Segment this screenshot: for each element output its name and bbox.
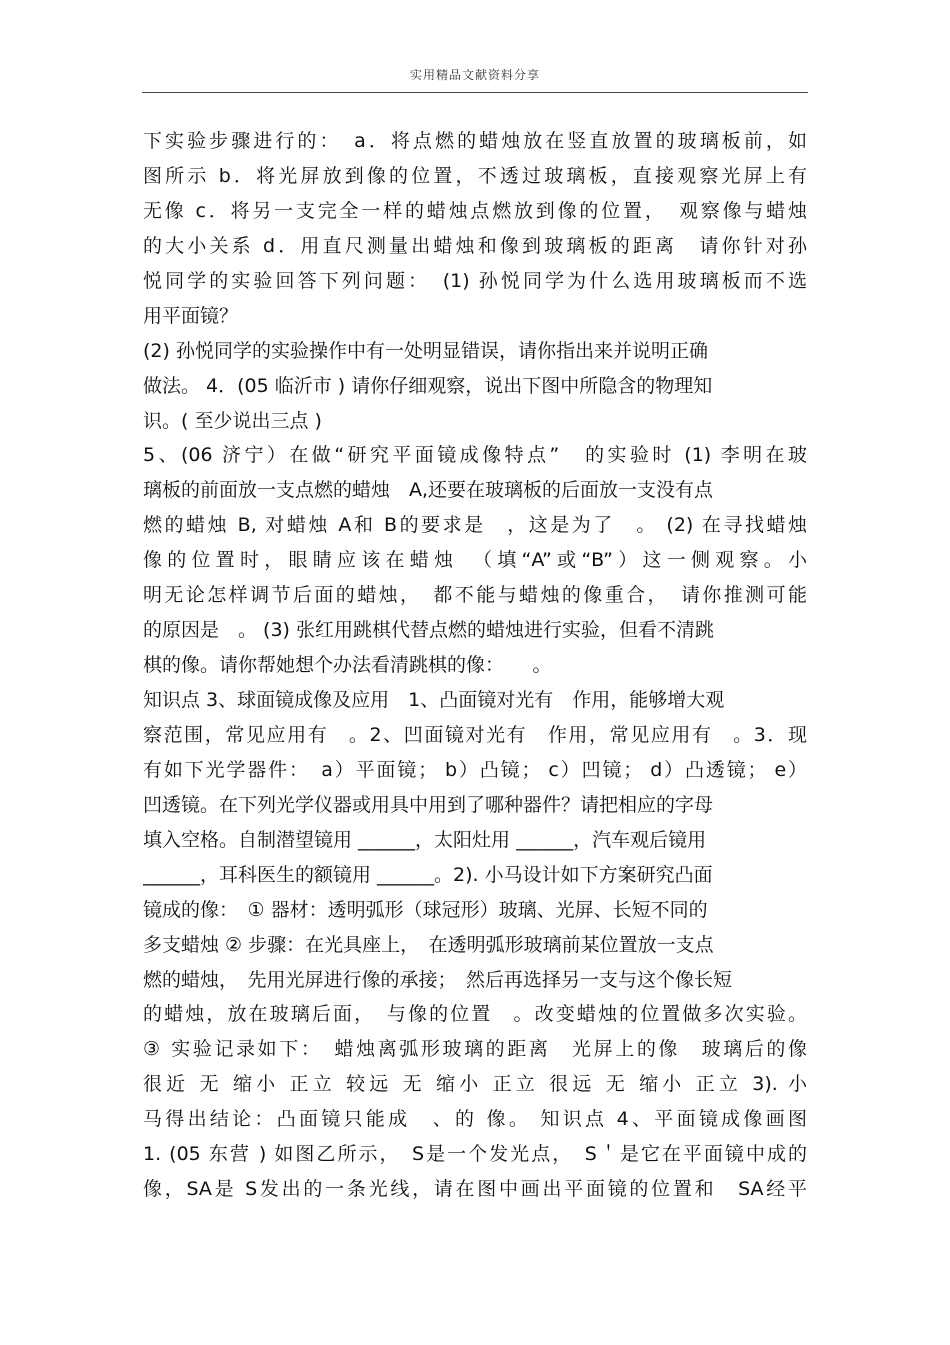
text-line: 1. (05 东营 ) 如图乙所示， S是一个发光点， S＇是它在平面镜中成的	[143, 1143, 807, 1166]
text-line: 的原因是 。 (3) 张红用跳棋代替点燃的蜡烛进行实验，但看不清跳	[143, 619, 714, 642]
text-line: 燃的蜡烛 B, 对蜡烛 A和 B的要求是 ，这是为了 。 (2) 在寻找蜡烛	[143, 514, 807, 537]
text-line: 的蜡烛，放在玻璃后面， 与像的位置 。改变蜡烛的位置做多次实验。	[143, 1003, 807, 1026]
text-line: (2) 孙悦同学的实验操作中有一处明显错误，请你指出来并说明正确	[143, 339, 708, 362]
text-line: 明无论怎样调节后面的蜡烛， 都不能与蜡烛的像重合， 请你推测可能	[143, 584, 807, 607]
text-line: 无像 c．将另一支完全一样的蜡烛点燃放到像的位置， 观察像与蜡烛	[143, 199, 807, 222]
header-divider	[142, 92, 808, 93]
text-line: 察范围，常见应用有 。2、凹面镜对光有 作用，常见应用有 。3．现	[143, 723, 807, 746]
text-line: 做法。 4．(05 临沂市 ) 请你仔细观察，说出下图中所隐含的物理知	[143, 374, 713, 397]
text-line: 多支蜡烛 ② 步骤：在光具座上， 在透明弧形玻璃前某位置放一支点	[143, 933, 714, 956]
text-line: 填入空格。自制潜望镜用 ______，太阳灶用 ______，汽车观后镜用	[143, 828, 707, 851]
document-body	[143, 124, 807, 1207]
text-line: 马得出结论：凸面镜只能成 、的 像。 知识点 4、平面镜成像画图	[143, 1108, 807, 1131]
text-line: 的大小关系 d．用直尺测量出蜡烛和像到玻璃板的距离 请你针对孙	[143, 234, 807, 257]
text-line: ③ 实验记录如下： 蜡烛离弧形玻璃的距离 光屏上的像 玻璃后的像	[143, 1038, 807, 1061]
text-line: 璃板的前面放一支点燃的蜡烛 A,还要在玻璃板的后面放一支没有点	[143, 479, 714, 502]
text-line: 镜成的像： ① 器材：透明弧形（球冠形）玻璃、光屏、长短不同的	[143, 898, 708, 921]
text-line: 凹透镜。在下列光学仪器或用具中用到了哪种器件？请把相应的字母	[143, 793, 714, 816]
text-line: 图所示 b．将光屏放到像的位置，不透过玻璃板，直接观察光屏上有	[143, 164, 807, 187]
text-line: 棋的像。请你帮她想个办法看清跳棋的像： 。	[143, 654, 552, 677]
page-header: 实用精品文献资料分享	[409, 68, 540, 82]
text-line: 像，SA是 S发出的一条光线，请在图中画出平面镜的位置和 SA经平	[143, 1178, 807, 1201]
text-line: 识。( 至少说出三点 )	[143, 409, 322, 432]
text-line: 5、(06 济宁）在做“研究平面镜成像特点” 的实验时 (1) 李明在玻	[143, 444, 807, 467]
text-line: 很近 无 缩小 正立 较远 无 缩小 正立 很远 无 缩小 正立 3). 小	[143, 1073, 807, 1096]
text-line: 用平面镜？	[143, 304, 239, 327]
text-line: 悦同学的实验回答下列问题： (1) 孙悦同学为什么选用玻璃板而不选	[143, 269, 807, 292]
text-line: 燃的蜡烛， 先用光屏进行像的承接； 然后再选择另一支与这个像长短	[143, 968, 733, 991]
text-line: 像的位置时，眼睛应该在蜡烛 （填“A”或“B”）这一侧观察。小	[143, 549, 807, 572]
text-line: 有如下光学器件： a）平面镜； b）凸镜； c）凹镜； d）凸透镜； e）	[143, 758, 807, 781]
text-line: 知识点 3、球面镜成像及应用 1、凸面镜对光有 作用，能够增大观	[143, 689, 725, 711]
text-line: ______，耳科医生的额镜用 ______。2). 小马设计如下方案研究凸面	[143, 863, 713, 886]
text-line: 下实验步骤进行的： a．将点燃的蜡烛放在竖直放置的玻璃板前，如	[143, 130, 807, 152]
